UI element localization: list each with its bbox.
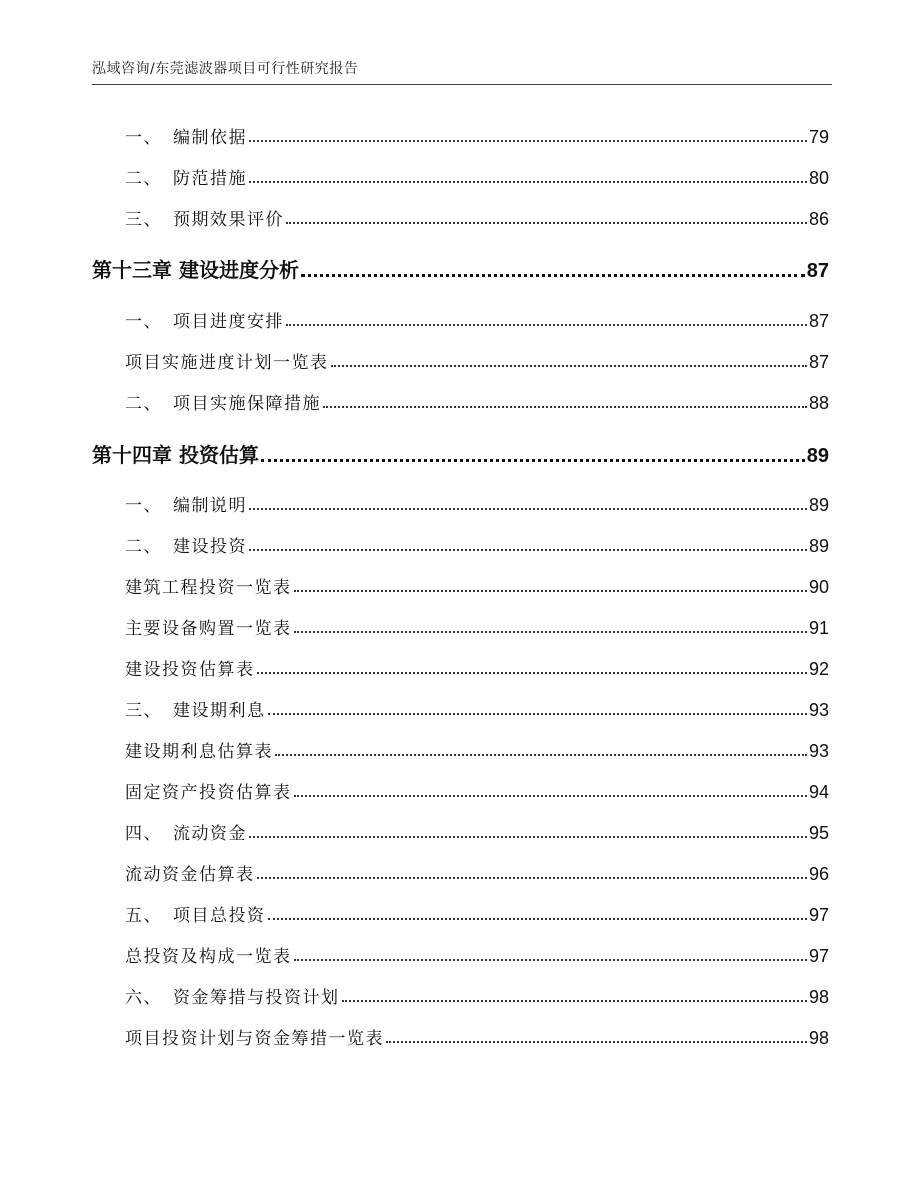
toc-page-number: 96 — [808, 864, 829, 884]
toc-entry[interactable] — [125, 204, 829, 230]
running-header: 泓域咨询/东莞滤波器项目可行性研究报告 — [92, 58, 832, 85]
toc-page-number: 93 — [808, 741, 829, 761]
toc-entry[interactable] — [125, 122, 829, 148]
dot-leader — [386, 1040, 807, 1043]
toc-entry-title: 建设期利息估算表 — [125, 742, 273, 762]
toc-entry[interactable] — [125, 572, 829, 598]
dot-leader — [257, 671, 807, 674]
toc-entry[interactable] — [125, 736, 829, 762]
toc-entry-number: 二、 — [125, 169, 162, 189]
toc-entry-title: 主要设备购置一览表 — [125, 619, 292, 639]
toc-page-number: 94 — [808, 782, 829, 802]
toc-entry[interactable] — [125, 306, 829, 332]
toc-entry-title: 流动资金估算表 — [125, 865, 255, 885]
dot-leader — [331, 364, 807, 367]
toc-entry-number: 二、 — [125, 394, 162, 414]
toc-entry[interactable] — [125, 777, 829, 803]
toc-entry-title: 建设投资估算表 — [125, 660, 255, 680]
toc-entry-title: 总投资及构成一览表 — [125, 947, 292, 967]
toc-page-number: 87 — [808, 311, 829, 331]
toc-page-number: 87 — [806, 260, 829, 282]
dot-leader — [275, 753, 807, 756]
toc-page-number: 79 — [808, 127, 829, 147]
toc-chapter-entry[interactable] — [92, 438, 829, 468]
toc-page-number: 87 — [808, 352, 829, 372]
toc-entry-title: 项目总投资 — [173, 906, 266, 926]
dot-leader — [294, 958, 807, 961]
dot-leader — [261, 458, 805, 462]
toc-entry-title: 项目实施保障措施 — [173, 394, 321, 414]
dot-leader — [268, 712, 807, 715]
toc-page-number: 90 — [808, 577, 829, 597]
toc-entry-title: 项目实施进度计划一览表 — [125, 353, 329, 373]
toc-chapter-entry[interactable] — [92, 253, 829, 283]
toc-entry[interactable] — [125, 859, 829, 885]
toc-entry-title: 项目进度安排 — [173, 312, 284, 332]
toc-page-number: 98 — [808, 987, 829, 1007]
toc-entry-title: 项目投资计划与资金筹措一览表 — [125, 1029, 384, 1049]
dot-leader — [323, 405, 807, 408]
dot-leader — [301, 273, 805, 277]
dot-leader — [286, 323, 807, 326]
toc-page-number: 97 — [808, 946, 829, 966]
dot-leader — [249, 548, 807, 551]
toc-entry-title: 第十三章 建设进度分析 — [92, 258, 299, 282]
toc-page-number: 95 — [808, 823, 829, 843]
toc-entry[interactable] — [125, 163, 829, 189]
toc-entry[interactable] — [125, 388, 829, 414]
toc-entry-number: 三、 — [125, 210, 162, 230]
toc-entry-title: 建设投资 — [173, 537, 247, 557]
toc-entry[interactable] — [125, 654, 829, 680]
toc-page-number: 98 — [808, 1028, 829, 1048]
toc-entry[interactable] — [125, 490, 829, 516]
toc-entry-title: 预期效果评价 — [173, 210, 284, 230]
toc-entry-number: 五、 — [125, 906, 162, 926]
toc-entry[interactable] — [125, 531, 829, 557]
toc-entry-number: 二、 — [125, 537, 162, 557]
toc-entry[interactable] — [125, 347, 829, 373]
toc-page-number: 89 — [808, 536, 829, 556]
toc-entry-title: 资金筹措与投资计划 — [173, 988, 340, 1008]
toc-entry-title: 建设期利息 — [173, 701, 266, 721]
toc-entry-number: 一、 — [125, 312, 162, 332]
toc-page-number: 92 — [808, 659, 829, 679]
toc-page-number: 86 — [808, 209, 829, 229]
dot-leader — [268, 917, 807, 920]
toc-entry[interactable] — [125, 941, 829, 967]
toc-page-number: 97 — [808, 905, 829, 925]
toc-entry-title: 流动资金 — [173, 824, 247, 844]
toc-entry[interactable] — [125, 982, 829, 1008]
toc-entry[interactable] — [125, 613, 829, 639]
toc-page-number: 89 — [808, 495, 829, 515]
dot-leader — [294, 630, 807, 633]
toc-page-number: 89 — [806, 445, 829, 467]
dot-leader — [342, 999, 807, 1002]
toc-entry-number: 一、 — [125, 128, 162, 148]
dot-leader — [249, 507, 807, 510]
toc-page-number: 93 — [808, 700, 829, 720]
toc-entry-title: 编制依据 — [173, 128, 247, 148]
dot-leader — [249, 180, 807, 183]
toc-page-number: 80 — [808, 168, 829, 188]
toc-entry[interactable] — [125, 695, 829, 721]
dot-leader — [294, 589, 807, 592]
toc-entry-number: 一、 — [125, 496, 162, 516]
toc-entry-title: 第十四章 投资估算 — [92, 443, 259, 467]
toc-entry-title: 固定资产投资估算表 — [125, 783, 292, 803]
dot-leader — [286, 221, 807, 224]
toc-entry-title: 编制说明 — [173, 496, 247, 516]
toc-entry[interactable] — [125, 900, 829, 926]
toc-entry-number: 四、 — [125, 824, 162, 844]
dot-leader — [249, 835, 807, 838]
dot-leader — [294, 794, 807, 797]
dot-leader — [249, 139, 807, 142]
toc-entry[interactable] — [125, 818, 829, 844]
dot-leader — [257, 876, 807, 879]
toc-entry-number: 三、 — [125, 701, 162, 721]
toc-page-number: 91 — [808, 618, 829, 638]
toc-page-number: 88 — [808, 393, 829, 413]
toc-entry-title: 防范措施 — [173, 169, 247, 189]
toc-entry-number: 六、 — [125, 988, 162, 1008]
toc-entry-title: 建筑工程投资一览表 — [125, 578, 292, 598]
toc-entry[interactable] — [125, 1023, 829, 1049]
